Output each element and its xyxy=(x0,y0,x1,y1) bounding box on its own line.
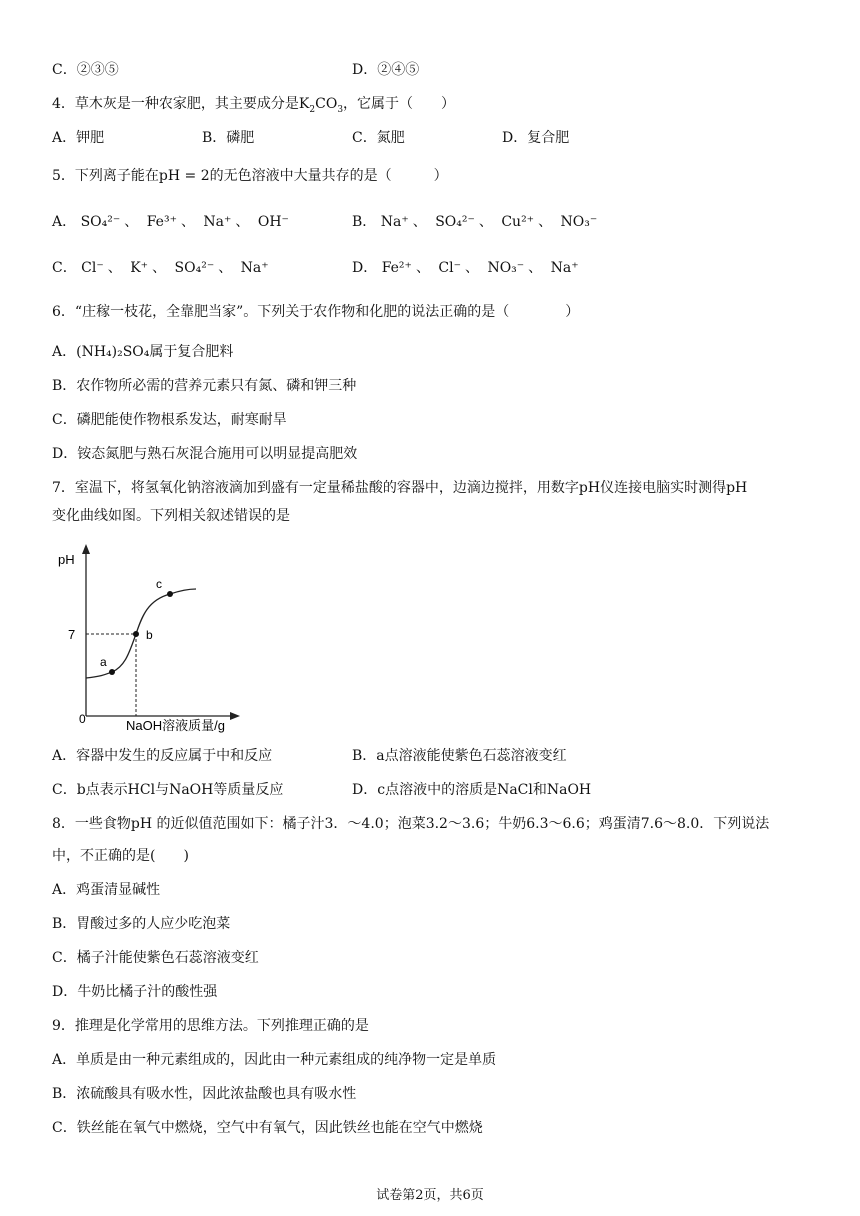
q8-option-c: C．橘子汁能使紫色石蕊溶液变红 xyxy=(52,950,259,966)
q7-stem-line1: 7．室温下，将氢氧化钠溶液滴加到盛有一定量稀盐酸的容器中，边滴边搅拌，用数字pH仪连接电脑实时测得pH xyxy=(52,480,748,496)
y-axis-arrow xyxy=(82,544,90,554)
ph-curve-chart xyxy=(52,538,252,738)
q4-stem: 4．草木灰是一种农家肥，其主要成分是$K_2CO_3$，它属于（ ） xyxy=(52,96,456,115)
x-axis-label: NaOH溶液质量/g xyxy=(126,718,225,733)
point-c-label: c xyxy=(156,577,162,591)
q6-option-c: C．磷肥能使作物根系发达，耐寒耐旱 xyxy=(52,412,287,428)
q9-option-b: B．浓硫酸具有吸水性，因此浓盐酸也具有吸水性 xyxy=(52,1086,357,1102)
origin-label: 0 xyxy=(79,712,86,726)
q5-option-c: C． Cl⁻ 、 K⁺ 、 SO₄²⁻ 、 Na⁺ xyxy=(52,260,269,276)
q8-stem-line2: 中，不正确的是( ) xyxy=(52,848,189,864)
q7-option-c: C．b点表示HCl与NaOH等质量反应 xyxy=(52,782,284,798)
y-axis-label: pH xyxy=(58,552,75,567)
q5-option-b: B． Na⁺ 、 SO₄²⁻ 、 Cu²⁺ 、 NO₃⁻ xyxy=(352,214,598,230)
q3-option-d: D．②④⑤ xyxy=(352,62,420,78)
q8-stem-line1: 8．一些食物pH 的近似值范围如下：橘子汁3．～4.0；泡菜3.2～3.6；牛奶6.3～6.6；鸡蛋清7.6～8.0．下列说法 xyxy=(52,816,770,832)
q4-option-c: C．氮肥 xyxy=(352,130,405,146)
y-tick-7-label: 7 xyxy=(68,627,76,642)
q6-stem: 6．“庄稼一枝花，全靠肥当家”。下列关于农作物和化肥的说法正确的是（ ） xyxy=(52,304,580,320)
q5-option-a: A． SO₄²⁻ 、 Fe³⁺ 、 Na⁺ 、 OH⁻ xyxy=(52,214,289,230)
q7-option-b: B．a点溶液能使紫色石蕊溶液变红 xyxy=(352,748,567,764)
q6-option-b: B．农作物所必需的营养元素只有氮、磷和钾三种 xyxy=(52,378,357,394)
point-a-label: a xyxy=(100,655,107,669)
q4-option-b: B．磷肥 xyxy=(202,130,255,146)
x-axis-arrow xyxy=(230,712,240,720)
q5-stem: 5．下列离子能在pH = 2的无色溶液中大量共存的是（ ） xyxy=(52,168,448,184)
q8-option-d: D．牛奶比橘子汁的酸性强 xyxy=(52,984,218,1000)
q9-option-a: A．单质是由一种元素组成的，因此由一种元素组成的纯净物一定是单质 xyxy=(52,1052,497,1068)
point-b-label: b xyxy=(146,628,153,642)
point-a xyxy=(109,669,115,675)
point-b xyxy=(133,631,139,637)
q4-option-a: A．钾肥 xyxy=(52,130,105,146)
q7-option-d: D．c点溶液中的溶质是NaCl和NaOH xyxy=(352,782,592,798)
q7-option-a: A．容器中发生的反应属于中和反应 xyxy=(52,748,273,764)
q9-option-c: C．铁丝能在氧气中燃烧，空气中有氧气，因此铁丝也能在空气中燃烧 xyxy=(52,1120,483,1136)
q8-option-b: B．胃酸过多的人应少吃泡菜 xyxy=(52,916,231,932)
q8-option-a: A．鸡蛋清显碱性 xyxy=(52,882,161,898)
q9-stem: 9．推理是化学常用的思维方法。下列推理正确的是 xyxy=(52,1018,369,1034)
q6-option-a: A．(NH₄)₂SO₄属于复合肥料 xyxy=(52,344,234,360)
q3-option-c: C．②③⑤ xyxy=(52,62,119,78)
point-c xyxy=(167,591,173,597)
q4-option-d: D．复合肥 xyxy=(502,130,570,146)
q5-option-d: D． Fe²⁺ 、 Cl⁻ 、 NO₃⁻ 、 Na⁺ xyxy=(352,260,579,276)
q7-stem-line2: 变化曲线如图。下列相关叙述错误的是 xyxy=(52,508,290,524)
page-footer: 试卷第2页，共6页 xyxy=(376,1188,484,1203)
q6-option-d: D．铵态氮肥与熟石灰混合施用可以明显提高肥效 xyxy=(52,446,358,462)
